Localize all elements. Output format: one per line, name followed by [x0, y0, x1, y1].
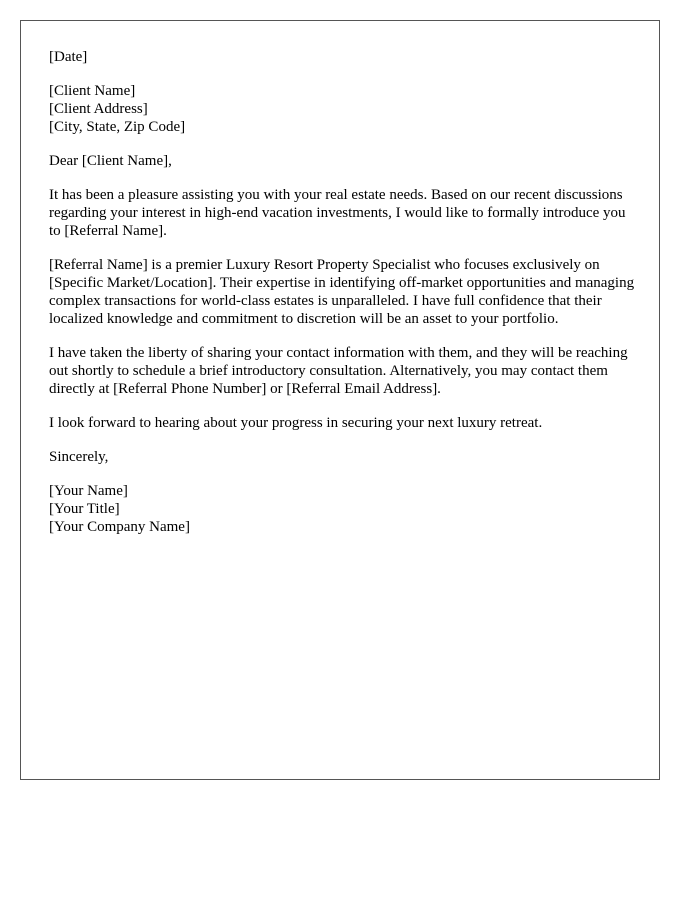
signature-name-line: [Your Name]	[49, 483, 128, 499]
signature-company-line: [Your Company Name]	[49, 519, 190, 535]
letter-paragraph-closing-remark: I look forward to hearing about your progress in securing your next luxury retreat.	[49, 415, 543, 431]
letter-paragraph-specialist: [Referral Name] is a premier Luxury Resort Property Specialist who focuses exclusively on [Specific Market/Location]. Their expertise in identifying off-market opportunities and managing complex transactions for world-class estates is unparalleled. I have full confidence that their localized knowledge and commitment to discretion will be an asset to your portfolio.	[49, 257, 635, 327]
letter-salutation: Dear [Client Name],	[49, 153, 172, 169]
client-address-line: [Client Address]	[49, 101, 148, 117]
letter-paragraph-intro: It has been a pleasure assisting you with your real estate needs. Based on our recent discussions regarding your interest in high-end vacation investments, I would like to formally introduce you to [Referral Name].	[49, 187, 626, 239]
client-name-line: [Client Name]	[49, 83, 136, 99]
letter-paragraph-contact: I have taken the liberty of sharing your contact information with them, and they will be reaching out shortly to schedule a brief introductory consultation. Alternatively, you may contact them directly at [Referral Phone Number] or [Referral Email Address].	[49, 345, 628, 397]
client-address-block	[49, 82, 639, 136]
letter-body	[49, 48, 639, 552]
signature-title-line: [Your Title]	[49, 501, 120, 517]
letter-closing: Sincerely,	[49, 449, 109, 465]
client-city-line: [City, State, Zip Code]	[49, 119, 186, 135]
letter-date: [Date]	[49, 49, 88, 65]
letter-page	[20, 20, 660, 780]
signature-block	[49, 482, 639, 536]
